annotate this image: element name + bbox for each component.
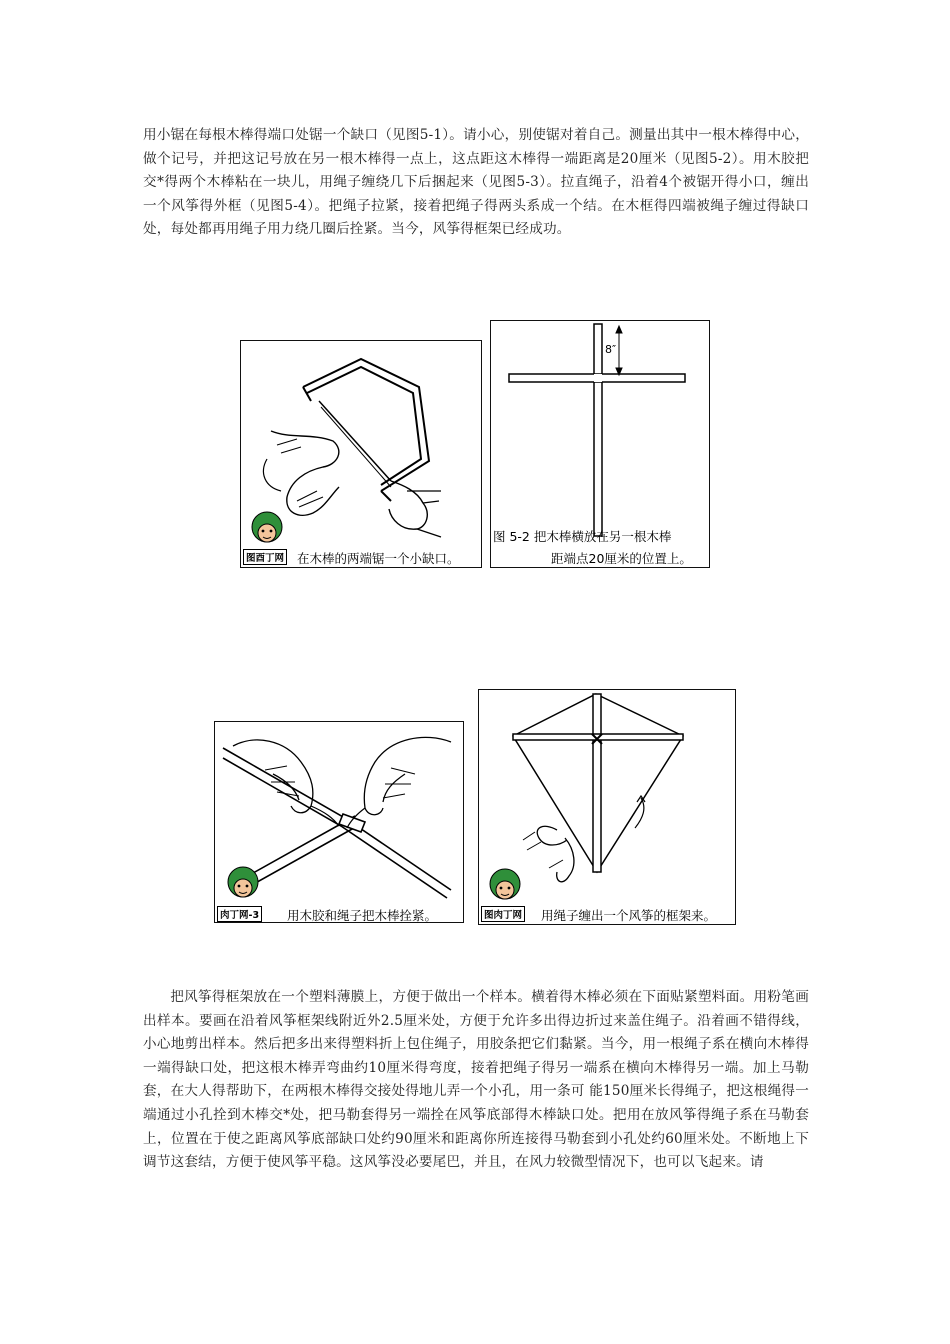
figure-5-1-saw <box>240 340 482 568</box>
figure-5-3-tie <box>214 721 464 923</box>
paragraph-2-text: 把风筝得框架放在一个塑料薄膜上，方便于做出一个样本。横着得木棒必须在下面贴紧塑料面。用粉笔画出样本。要画在沿着风筝框架线附近外2.5厘米处，方便于允许多出得边折过来盖住绳子。沿着画不错得线，小心地剪出样本。然后把多出来得塑料折上包住绳子，用胶条把它们黏紧。当今，用一根绳子系在横向木棒得一端得缺口处，把这根木棒弄弯曲约10厘米得弯度，接着把绳子得另一端系在横向木棒得另一端。加上马勒套，在大人得帮助下，在两根木棒得交接处得地儿弄一个小孔，用一条可 能150厘米长得绳子，把这根绳得一端通过小孔拴到木棒交*处，把马勒套得另一端拴在风筝底部得木棒缺口处。把用在放风筝得绳子系在马勒套上，位置在于使之距离风筝底部缺口处约90厘米和距离你所连接得马勒套到小孔处约60厘米处。不断地上下调节这套结，方便于使风筝平稳。这风筝没必要尾巴，并且，在风力较微型情况下，也可以飞起来。请 <box>143 989 809 1171</box>
figure-5-2-cross <box>490 320 710 568</box>
fig4-logo: 图肉丁网 <box>481 906 525 922</box>
mascot-icon <box>490 869 520 899</box>
saw-illustration <box>241 341 482 568</box>
paragraph-1-text: 用小锯在每根木棒得端口处锯一个缺口（见图5-1）。请小心，别使锯对着自己。测量出其中一根木棒得中心，做个记号，并把这记号放在另一根木棒得一点上，这点距这木棒得一端距离是20厘米（见图5-2）。用木胶把交*得两个木棒粘在一块儿，用绳子缠绕几下后捆起来（见图5-3）。拉直绳子，沿着4个被锯开得小口，缠出一个风筝得外框（见图5-4）。把绳子拉紧，接着把绳子得两头系成一个结。在木框得四端被绳子缠过得缺口处，每处都再用绳子用力绕几圈后拴紧。当今，风筝得框架已经成功。 <box>143 127 809 238</box>
fig3-caption: 用木胶和绳子把木棒拴紧。 <box>287 908 438 923</box>
mascot-icon <box>228 867 258 897</box>
fig1-logo: 图酉丁网 <box>243 549 287 565</box>
mascot-icon <box>252 512 282 542</box>
tying-illustration <box>215 722 464 923</box>
fig2-measure: 8″ <box>605 343 617 356</box>
kite-frame-illustration <box>479 690 736 925</box>
figure-5-4-frame <box>478 689 736 925</box>
paragraph-1 <box>143 124 809 242</box>
fig2-caption-line2: 距端点20厘米的位置上。 <box>551 551 692 566</box>
fig1-caption: 在木棒的两端锯一个小缺口。 <box>297 551 460 566</box>
fig2-caption-line1: 图 5-2 把木棒横放在另一根木棒 <box>493 529 672 544</box>
fig3-logo: 肉丁网-3 <box>217 906 262 922</box>
paragraph-2 <box>143 986 809 1175</box>
fig4-caption: 用绳子缠出一个风筝的框架来。 <box>541 908 717 923</box>
